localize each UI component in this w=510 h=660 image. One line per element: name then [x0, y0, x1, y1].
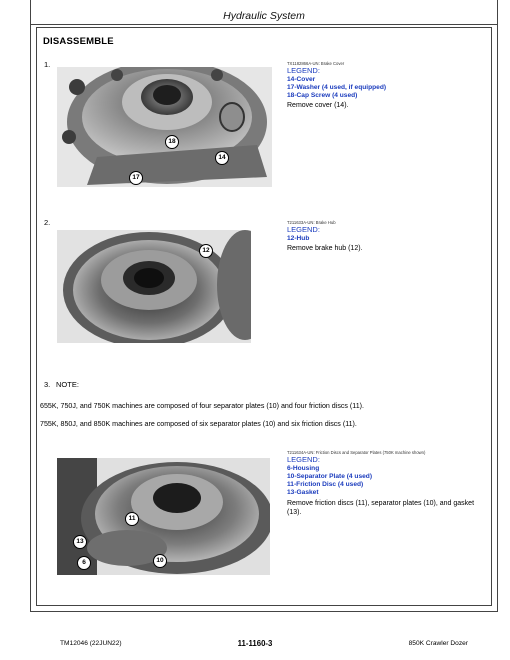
- step-2-legend-item: 12-Hub: [287, 234, 310, 242]
- callout-14: 14: [215, 151, 229, 165]
- callout-11: 11: [125, 512, 139, 526]
- header-rule: [31, 24, 497, 25]
- step-3-text: [287, 450, 487, 517]
- step-3-photo: [57, 458, 270, 575]
- step-1-caption: TX1182866A-UN: Brake Cover: [287, 61, 345, 66]
- step-2-text: [287, 220, 457, 253]
- note-paragraph: 655K, 750J, and 750K machines are composed of four separator plates (10) and four friction discs (11).: [40, 402, 364, 410]
- callout-10: 10: [153, 554, 167, 568]
- callout-18: 18: [165, 135, 179, 149]
- section-title: DISASSEMBLE: [43, 36, 114, 47]
- note-para-1-wrap: [40, 402, 460, 411]
- step-2-number: 2.: [44, 218, 51, 227]
- step-1-number: 1.: [44, 60, 51, 69]
- step-2-instruction: Remove brake hub (12).: [287, 244, 363, 252]
- step-1-photo: [57, 67, 272, 187]
- step-3-legend-title: LEGEND:: [287, 455, 320, 465]
- step-1-legend-title: LEGEND:: [287, 66, 320, 76]
- brake-hub-photo: [57, 230, 251, 343]
- step-1-legend-item: 18-Cap Screw (4 used): [287, 92, 358, 100]
- step-2-legend-title: LEGEND:: [287, 225, 320, 235]
- step-3-number: 3.: [44, 380, 51, 389]
- step-1-text: [287, 61, 457, 110]
- callout-17: 17: [129, 171, 143, 185]
- step-3-instruction: Remove friction discs (11), separator plates (10), and gasket (13).: [287, 499, 475, 516]
- step-3-legend-item: 13-Gasket: [287, 489, 319, 497]
- brake-cover-photo: [57, 67, 272, 187]
- page-header-title: Hydraulic System: [223, 10, 305, 22]
- step-2-caption: T211633A-UN: Brake Hub: [287, 220, 336, 225]
- note-label: NOTE:: [56, 380, 79, 389]
- step-1-instruction: Remove cover (14).: [287, 102, 349, 110]
- footer-doc-id: TM12046 (22JUN22): [60, 640, 122, 647]
- callout-12: 12: [199, 244, 213, 258]
- step-3-caption: T211634A-UN: Friction Discs and Separator Plates (750K machine shown): [287, 450, 426, 455]
- step-3-legend-item: 11-Friction Disc (4 used): [287, 481, 364, 489]
- callout-13: 13: [73, 535, 87, 549]
- note-para-2-wrap: [40, 420, 460, 429]
- step-3-legend-item: 10-Separator Plate (4 used): [287, 472, 373, 480]
- step-1-legend-item: 17-Washer (4 used, if equipped): [287, 83, 387, 91]
- footer-machine-name: 850K Crawler Dozer: [408, 640, 468, 647]
- step-3-legend-item: 6-Housing: [287, 464, 320, 472]
- footer-page-number: 11-1160-3: [237, 639, 273, 648]
- note-paragraph: 755K, 850J, and 850K machines are composed of six separator plates (10) and six friction discs (11).: [40, 420, 357, 428]
- step-1-legend-item: 14-Cover: [287, 75, 316, 83]
- step-2-photo: [57, 230, 251, 343]
- callout-6: 6: [77, 556, 91, 570]
